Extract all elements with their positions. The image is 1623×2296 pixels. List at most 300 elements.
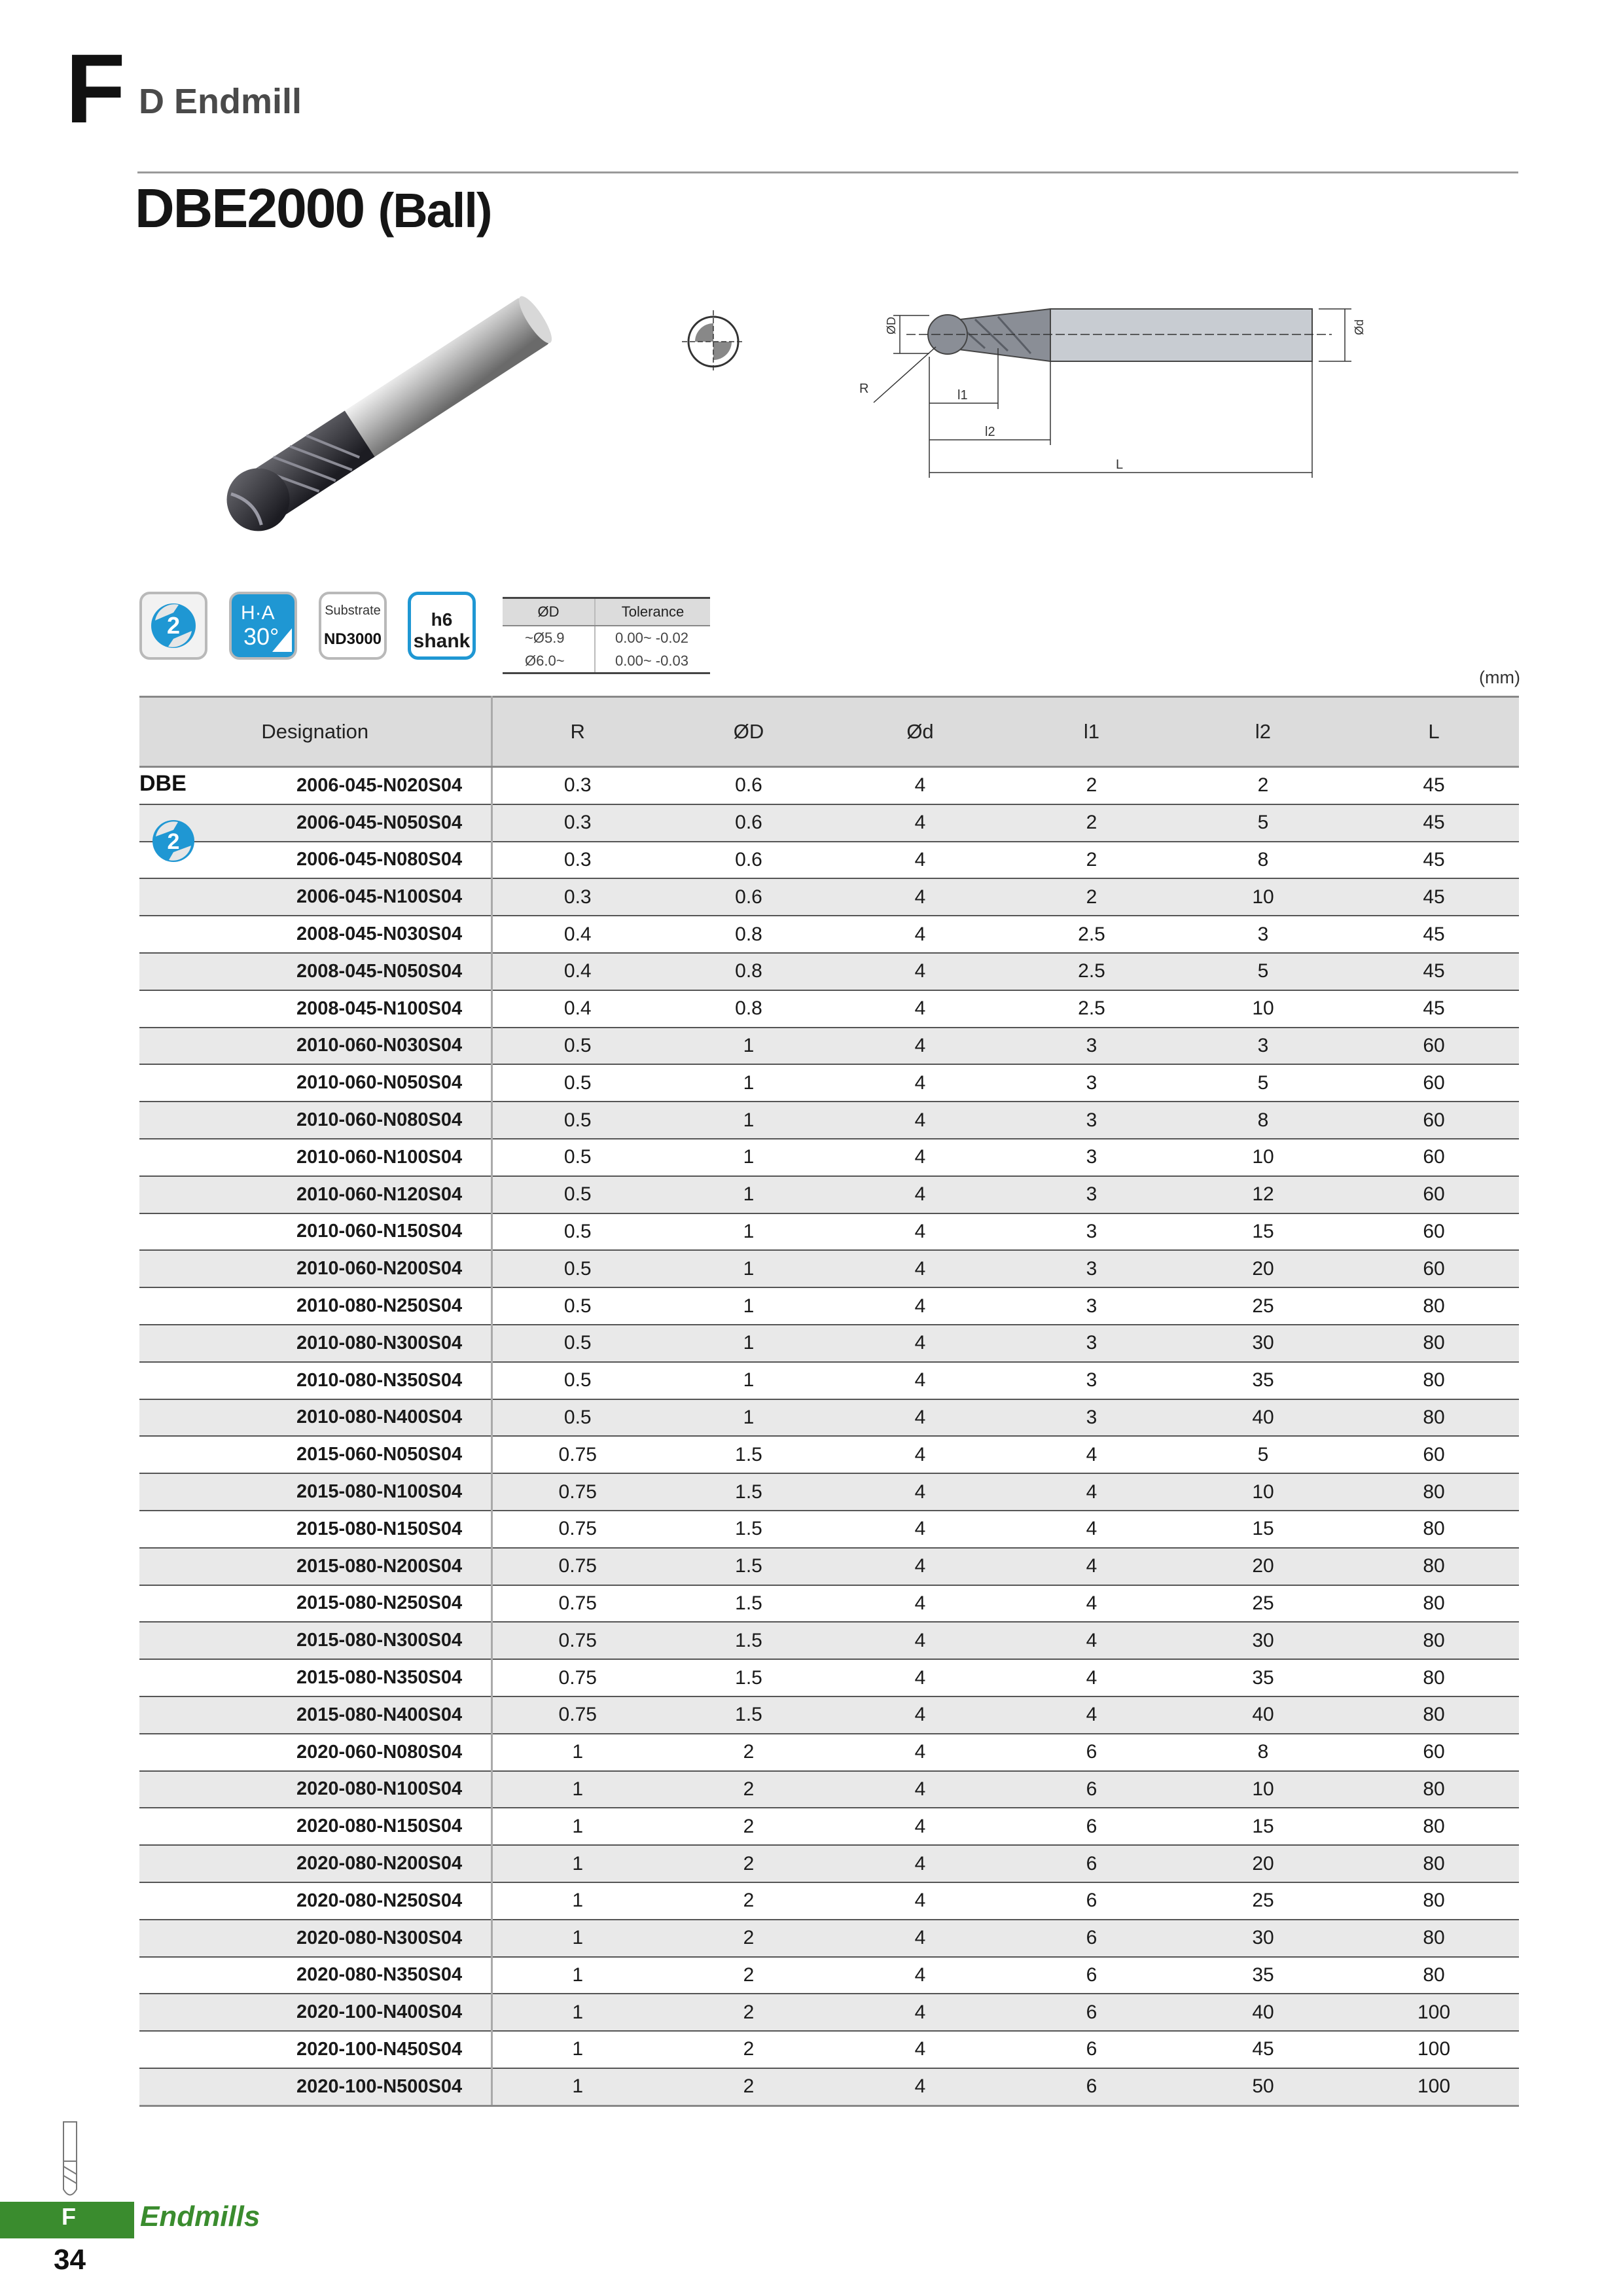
cell-d: 4 xyxy=(834,990,1006,1028)
cell-L: 45 xyxy=(1349,878,1519,916)
cell-od: 2 xyxy=(663,2031,834,2068)
cell-od: 2 xyxy=(663,1808,834,1845)
cell-r: 1 xyxy=(491,1845,663,1882)
cell-l2: 30 xyxy=(1177,1325,1349,1362)
cell-r: 0.5 xyxy=(491,1325,663,1362)
cell-code: 2015-080-N350S04 xyxy=(139,1659,491,1696)
table-row xyxy=(139,1957,1519,1994)
cell-d: 4 xyxy=(834,1696,1006,1734)
cell-od: 2 xyxy=(663,1845,834,1882)
cell-d: 4 xyxy=(834,1399,1006,1437)
cell-L: 80 xyxy=(1349,1325,1519,1362)
helix-icon xyxy=(232,594,294,657)
cell-d: 4 xyxy=(834,1213,1006,1251)
tolerance-table xyxy=(503,597,710,674)
unit-label: (mm) xyxy=(1479,668,1520,687)
table-row xyxy=(139,878,1519,916)
cell-l1: 3 xyxy=(1006,1102,1177,1139)
cell-d: 4 xyxy=(834,2031,1006,2068)
header-l2: l2 xyxy=(1177,697,1349,767)
cell-L: 45 xyxy=(1349,990,1519,1028)
dim-l2-label: l2 xyxy=(985,425,995,439)
cell-code: 2020-100-N500S04 xyxy=(139,2068,491,2106)
cell-code: 2008-045-N030S04 xyxy=(139,916,491,953)
cell-l2: 20 xyxy=(1177,1548,1349,1585)
cell-code: 2010-060-N030S04 xyxy=(139,1028,491,1065)
header-d: Ød xyxy=(834,697,1006,767)
flute-count-badge xyxy=(139,592,207,660)
cell-code: 2010-080-N350S04 xyxy=(139,1362,491,1399)
cell-l1: 3 xyxy=(1006,1287,1177,1325)
cell-L: 45 xyxy=(1349,842,1519,879)
table-row xyxy=(139,2068,1519,2106)
cell-L: 80 xyxy=(1349,1511,1519,1548)
cell-r: 1 xyxy=(491,1808,663,1845)
cell-l1: 4 xyxy=(1006,1511,1177,1548)
cell-l2: 10 xyxy=(1177,878,1349,916)
cell-r: 0.75 xyxy=(491,1548,663,1585)
cell-r: 0.5 xyxy=(491,1028,663,1065)
cell-l1: 2 xyxy=(1006,842,1177,879)
series-flute-icon xyxy=(145,813,202,869)
cell-r: 0.5 xyxy=(491,1139,663,1176)
flute-icon xyxy=(142,594,205,657)
cell-L: 60 xyxy=(1349,1213,1519,1251)
cell-r: 0.75 xyxy=(491,1622,663,1659)
cell-od: 2 xyxy=(663,1734,834,1771)
cell-L: 80 xyxy=(1349,1845,1519,1882)
cell-l1: 6 xyxy=(1006,1957,1177,1994)
helix-angle-badge xyxy=(229,592,297,660)
cell-l2: 30 xyxy=(1177,1920,1349,1957)
cell-l2: 10 xyxy=(1177,1771,1349,1808)
cell-od: 1.5 xyxy=(663,1696,834,1734)
cell-code: 2015-080-N100S04 xyxy=(139,1473,491,1511)
cell-od: 1.5 xyxy=(663,1622,834,1659)
cell-l1: 2.5 xyxy=(1006,916,1177,953)
header-r: R xyxy=(491,697,663,767)
cell-od: 2 xyxy=(663,2068,834,2106)
cell-r: 0.75 xyxy=(491,1473,663,1511)
table-row xyxy=(139,1028,1519,1065)
cell-L: 45 xyxy=(1349,767,1519,804)
cell-d: 4 xyxy=(834,1957,1006,1994)
cell-L: 100 xyxy=(1349,1994,1519,2031)
cell-r: 0.5 xyxy=(491,1399,663,1437)
cell-od: 2 xyxy=(663,1994,834,2031)
cell-l2: 15 xyxy=(1177,1213,1349,1251)
cell-L: 60 xyxy=(1349,1028,1519,1065)
cell-l2: 25 xyxy=(1177,1585,1349,1623)
substrate-label: Substrate xyxy=(325,603,381,618)
cell-l1: 6 xyxy=(1006,1808,1177,1845)
cell-r: 0.75 xyxy=(491,1436,663,1473)
cell-od: 1 xyxy=(663,1176,834,1213)
cell-d: 4 xyxy=(834,1139,1006,1176)
table-row xyxy=(139,1622,1519,1659)
cell-l1: 6 xyxy=(1006,1734,1177,1771)
cell-l1: 3 xyxy=(1006,1213,1177,1251)
cell-od: 1.5 xyxy=(663,1659,834,1696)
tolerance-value: 0.00~ -0.02 xyxy=(615,629,688,646)
cell-L: 80 xyxy=(1349,1771,1519,1808)
cell-l1: 6 xyxy=(1006,1771,1177,1808)
cell-L: 80 xyxy=(1349,1659,1519,1696)
table-row xyxy=(139,1064,1519,1102)
cell-code: 2020-100-N450S04 xyxy=(139,2031,491,2068)
cell-d: 4 xyxy=(834,1585,1006,1623)
cell-L: 60 xyxy=(1349,1176,1519,1213)
cell-L: 80 xyxy=(1349,1548,1519,1585)
cell-l1: 4 xyxy=(1006,1473,1177,1511)
shank-label: shank xyxy=(413,630,471,652)
cell-d: 4 xyxy=(834,1064,1006,1102)
cell-code: 2008-045-N050S04 xyxy=(139,953,491,990)
cell-d: 4 xyxy=(834,1659,1006,1696)
table-row xyxy=(139,1250,1519,1287)
cell-d: 4 xyxy=(834,1325,1006,1362)
cell-l1: 3 xyxy=(1006,1250,1177,1287)
cell-l1: 4 xyxy=(1006,1585,1177,1623)
cell-d: 4 xyxy=(834,1028,1006,1065)
cell-code: 2015-080-N250S04 xyxy=(139,1585,491,1623)
dim-l1-label: l1 xyxy=(957,388,968,403)
cell-d: 4 xyxy=(834,767,1006,804)
cell-l2: 8 xyxy=(1177,1102,1349,1139)
cell-r: 0.5 xyxy=(491,1213,663,1251)
tolerance-header-tolerance: Tolerance xyxy=(595,598,710,626)
cell-l2: 35 xyxy=(1177,1659,1349,1696)
tolerance-od: ~Ø5.9 xyxy=(503,626,595,649)
cell-r: 1 xyxy=(491,1994,663,2031)
cell-L: 100 xyxy=(1349,2068,1519,2106)
product-title-main: DBE2000 xyxy=(135,177,365,239)
cell-L: 45 xyxy=(1349,804,1519,842)
header-l1: l1 xyxy=(1006,697,1177,767)
cell-r: 0.5 xyxy=(491,1287,663,1325)
cell-l2: 8 xyxy=(1177,842,1349,879)
cell-d: 4 xyxy=(834,1771,1006,1808)
section-letter: F xyxy=(65,33,126,143)
helix-label: H·A xyxy=(241,602,275,624)
cell-l1: 2 xyxy=(1006,804,1177,842)
cell-l2: 50 xyxy=(1177,2068,1349,2106)
cell-od: 2 xyxy=(663,1957,834,1994)
dim-L-label: L xyxy=(1116,457,1124,472)
cell-d: 4 xyxy=(834,1845,1006,1882)
cell-r: 0.3 xyxy=(491,767,663,804)
cell-l2: 5 xyxy=(1177,804,1349,842)
cell-l2: 20 xyxy=(1177,1845,1349,1882)
cell-l2: 40 xyxy=(1177,1399,1349,1437)
cell-code: 2010-080-N400S04 xyxy=(139,1399,491,1437)
cell-r: 0.5 xyxy=(491,1176,663,1213)
cell-d: 4 xyxy=(834,1473,1006,1511)
cell-code: 2010-080-N300S04 xyxy=(139,1325,491,1362)
cell-od: 2 xyxy=(663,1920,834,1957)
cell-d: 4 xyxy=(834,1176,1006,1213)
substrate-value: ND3000 xyxy=(323,630,382,648)
cell-l1: 2 xyxy=(1006,767,1177,804)
cell-l1: 3 xyxy=(1006,1176,1177,1213)
cell-code: 2020-080-N100S04 xyxy=(139,1771,491,1808)
spec-table xyxy=(139,696,1519,2107)
dim-od-label: ØD xyxy=(885,317,898,334)
cell-l2: 3 xyxy=(1177,916,1349,953)
cell-code: 2015-060-N050S04 xyxy=(139,1436,491,1473)
cell-d: 4 xyxy=(834,1734,1006,1771)
cell-od: 0.6 xyxy=(663,767,834,804)
cell-d: 4 xyxy=(834,1808,1006,1845)
cell-code: 2020-080-N300S04 xyxy=(139,1920,491,1957)
cell-d: 4 xyxy=(834,1882,1006,1920)
cell-code: 2008-045-N100S04 xyxy=(139,990,491,1028)
cell-l2: 20 xyxy=(1177,1250,1349,1287)
table-row xyxy=(139,1102,1519,1139)
footer-section-label: Endmills xyxy=(140,2200,260,2233)
cell-l1: 6 xyxy=(1006,1994,1177,2031)
cell-d: 4 xyxy=(834,1994,1006,2031)
cell-od: 1 xyxy=(663,1287,834,1325)
cell-l1: 2.5 xyxy=(1006,990,1177,1028)
cell-od: 0.6 xyxy=(663,842,834,879)
cell-od: 1 xyxy=(663,1064,834,1102)
cell-l2: 40 xyxy=(1177,1994,1349,2031)
cell-l1: 6 xyxy=(1006,1845,1177,1882)
cell-L: 80 xyxy=(1349,1957,1519,1994)
cell-d: 4 xyxy=(834,1436,1006,1473)
cell-r: 0.3 xyxy=(491,878,663,916)
cell-od: 1 xyxy=(663,1102,834,1139)
cell-l1: 3 xyxy=(1006,1028,1177,1065)
cell-L: 80 xyxy=(1349,1585,1519,1623)
cell-r: 0.75 xyxy=(491,1696,663,1734)
cell-r: 0.75 xyxy=(491,1659,663,1696)
cell-L: 100 xyxy=(1349,2031,1519,2068)
cell-l2: 10 xyxy=(1177,1473,1349,1511)
cell-l1: 4 xyxy=(1006,1659,1177,1696)
table-row xyxy=(139,1399,1519,1437)
cell-L: 45 xyxy=(1349,953,1519,990)
cell-code: 2020-080-N350S04 xyxy=(139,1957,491,1994)
cell-code: 2006-045-N020S04 xyxy=(139,767,491,804)
cell-L: 80 xyxy=(1349,1287,1519,1325)
table-row xyxy=(139,1994,1519,2031)
helix-angle-value: 30° xyxy=(243,623,279,650)
cell-L: 80 xyxy=(1349,1696,1519,1734)
table-row xyxy=(139,1585,1519,1623)
cell-d: 4 xyxy=(834,1920,1006,1957)
endmill-icon xyxy=(54,2121,86,2202)
cell-d: 4 xyxy=(834,804,1006,842)
cell-d: 4 xyxy=(834,1362,1006,1399)
table-row xyxy=(139,1882,1519,1920)
cell-l1: 6 xyxy=(1006,2068,1177,2106)
cell-r: 1 xyxy=(491,1734,663,1771)
table-row xyxy=(139,1436,1519,1473)
cell-l1: 2 xyxy=(1006,878,1177,916)
substrate-badge xyxy=(319,592,387,660)
cell-od: 1.5 xyxy=(663,1585,834,1623)
cell-d: 4 xyxy=(834,2068,1006,2106)
cell-r: 0.3 xyxy=(491,804,663,842)
table-row xyxy=(139,1511,1519,1548)
cell-code: 2010-060-N120S04 xyxy=(139,1176,491,1213)
cell-r: 1 xyxy=(491,1771,663,1808)
cell-code: 2010-060-N150S04 xyxy=(139,1213,491,1251)
table-row xyxy=(139,767,1519,804)
cell-r: 0.5 xyxy=(491,1250,663,1287)
cell-d: 4 xyxy=(834,842,1006,879)
cell-od: 1.5 xyxy=(663,1511,834,1548)
section-title: D Endmill xyxy=(139,82,302,121)
technical-drawing xyxy=(789,275,1430,491)
cell-code: 2015-080-N300S04 xyxy=(139,1622,491,1659)
product-title-sub: (Ball) xyxy=(378,183,491,238)
cell-l1: 3 xyxy=(1006,1325,1177,1362)
cell-l1: 6 xyxy=(1006,2031,1177,2068)
cell-od: 1.5 xyxy=(663,1436,834,1473)
cell-od: 0.6 xyxy=(663,804,834,842)
cell-r: 1 xyxy=(491,2031,663,2068)
cell-od: 1 xyxy=(663,1213,834,1251)
cell-l1: 3 xyxy=(1006,1399,1177,1437)
header-divider xyxy=(137,171,1518,173)
cell-r: 1 xyxy=(491,1920,663,1957)
table-row xyxy=(139,804,1519,842)
cell-r: 1 xyxy=(491,2068,663,2106)
cell-code: 2010-060-N080S04 xyxy=(139,1102,491,1139)
table-row xyxy=(139,1808,1519,1845)
cell-r: 0.3 xyxy=(491,842,663,879)
cell-d: 4 xyxy=(834,878,1006,916)
cell-code: 2006-045-N100S04 xyxy=(139,878,491,916)
table-row xyxy=(139,1287,1519,1325)
cell-od: 1.5 xyxy=(663,1548,834,1585)
cell-r: 0.5 xyxy=(491,1362,663,1399)
cell-code: 2015-080-N150S04 xyxy=(139,1511,491,1548)
cell-L: 80 xyxy=(1349,1399,1519,1437)
cell-od: 0.8 xyxy=(663,916,834,953)
cell-od: 1 xyxy=(663,1139,834,1176)
cell-r: 1 xyxy=(491,1957,663,1994)
cell-L: 80 xyxy=(1349,1622,1519,1659)
header-L: L xyxy=(1349,697,1519,767)
cell-code: 2010-060-N050S04 xyxy=(139,1064,491,1102)
cell-r: 0.5 xyxy=(491,1102,663,1139)
cell-od: 1.5 xyxy=(663,1473,834,1511)
table-row xyxy=(139,1139,1519,1176)
cell-d: 4 xyxy=(834,1102,1006,1139)
cell-code: 2015-080-N400S04 xyxy=(139,1696,491,1734)
table-row xyxy=(139,2031,1519,2068)
cell-od: 0.8 xyxy=(663,990,834,1028)
table-row xyxy=(139,1213,1519,1251)
cell-code: 2020-060-N080S04 xyxy=(139,1734,491,1771)
product-title xyxy=(135,177,491,240)
cell-r: 0.75 xyxy=(491,1585,663,1623)
cell-code: 2020-100-N400S04 xyxy=(139,1994,491,2031)
cell-code: 2006-045-N080S04 xyxy=(139,842,491,879)
cell-d: 4 xyxy=(834,916,1006,953)
table-row xyxy=(139,1473,1519,1511)
cell-L: 60 xyxy=(1349,1102,1519,1139)
cell-l1: 4 xyxy=(1006,1548,1177,1585)
header-od: ØD xyxy=(663,697,834,767)
tolerance-header-od: ØD xyxy=(503,598,595,626)
cell-l2: 15 xyxy=(1177,1511,1349,1548)
cell-od: 2 xyxy=(663,1882,834,1920)
cell-r: 0.75 xyxy=(491,1511,663,1548)
spec-table-body xyxy=(139,767,1519,2106)
cell-L: 60 xyxy=(1349,1734,1519,1771)
cell-l1: 4 xyxy=(1006,1696,1177,1734)
cell-l2: 45 xyxy=(1177,2031,1349,2068)
table-row xyxy=(139,1176,1519,1213)
cell-od: 1 xyxy=(663,1325,834,1362)
cell-l2: 5 xyxy=(1177,1436,1349,1473)
shank-tolerance: h6 xyxy=(431,609,453,630)
cell-l2: 35 xyxy=(1177,1362,1349,1399)
cell-l2: 3 xyxy=(1177,1028,1349,1065)
cell-d: 4 xyxy=(834,1622,1006,1659)
header-designation: Designation xyxy=(139,697,491,767)
table-row xyxy=(139,1659,1519,1696)
cell-l1: 6 xyxy=(1006,1920,1177,1957)
cell-od: 1 xyxy=(663,1028,834,1065)
cell-L: 80 xyxy=(1349,1362,1519,1399)
cell-L: 60 xyxy=(1349,1436,1519,1473)
table-row xyxy=(139,1548,1519,1585)
cell-r: 0.4 xyxy=(491,990,663,1028)
endmill-photo xyxy=(196,288,589,537)
dim-d-label: Ød xyxy=(1353,319,1366,335)
cell-l1: 2.5 xyxy=(1006,953,1177,990)
cell-code: 2020-080-N250S04 xyxy=(139,1882,491,1920)
cross-section-icon xyxy=(681,309,746,374)
dim-r-label: R xyxy=(859,382,869,396)
table-row xyxy=(139,1920,1519,1957)
cell-l2: 25 xyxy=(1177,1882,1349,1920)
cell-d: 4 xyxy=(834,1287,1006,1325)
cell-L: 60 xyxy=(1349,1250,1519,1287)
tolerance-od: Ø6.0~ xyxy=(503,649,595,673)
cell-od: 1 xyxy=(663,1362,834,1399)
table-row xyxy=(139,842,1519,879)
series-label: DBE xyxy=(139,771,187,796)
cell-od: 1 xyxy=(663,1399,834,1437)
cell-l2: 35 xyxy=(1177,1957,1349,1994)
cell-od: 1 xyxy=(663,1250,834,1287)
cell-l2: 5 xyxy=(1177,953,1349,990)
cell-L: 45 xyxy=(1349,916,1519,953)
cell-l1: 6 xyxy=(1006,1882,1177,1920)
cell-d: 4 xyxy=(834,953,1006,990)
cell-l2: 25 xyxy=(1177,1287,1349,1325)
cell-code: 2010-060-N200S04 xyxy=(139,1250,491,1287)
cell-r: 1 xyxy=(491,1882,663,1920)
cell-d: 4 xyxy=(834,1250,1006,1287)
cell-l2: 12 xyxy=(1177,1176,1349,1213)
tolerance-value: 0.00~ -0.03 xyxy=(595,649,710,673)
cell-L: 80 xyxy=(1349,1808,1519,1845)
flute-count: 2 xyxy=(166,612,181,639)
cell-l2: 10 xyxy=(1177,1139,1349,1176)
page-number: 34 xyxy=(54,2244,86,2276)
cell-code: 2006-045-N050S04 xyxy=(139,804,491,842)
cell-d: 4 xyxy=(834,1511,1006,1548)
cell-L: 60 xyxy=(1349,1139,1519,1176)
